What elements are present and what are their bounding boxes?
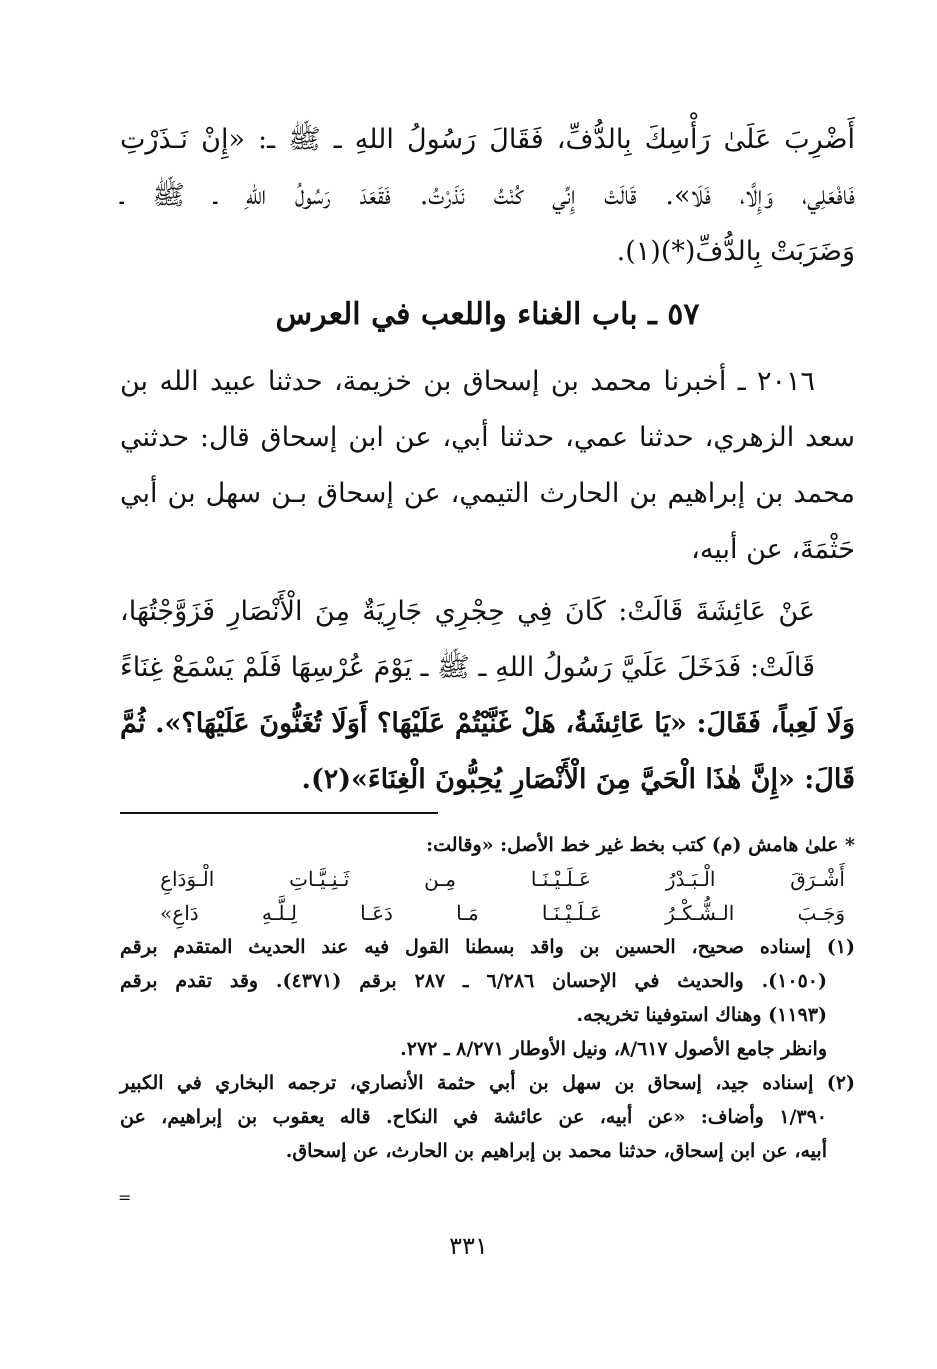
footnote-line: (١) إسناده صحيح، الحسين بن واقد بسطنا القول فيه عند الحديث المتقدم برقم — [120, 936, 855, 958]
continuation-mark: = — [118, 1188, 132, 1207]
footnote-separator — [120, 812, 438, 814]
footnote-line: (٢) إسناده جيد، إسحاق بن سهل بن أبي حثمة الأنصاري، ترجمه البخاري في الكبير — [120, 1072, 855, 1094]
footnote-star: * علىٰ هامش (م) كتب بخط غير خط الأصل: «وقالت: — [426, 834, 855, 856]
footnote-line: (١١٩٣) وهناك استوفينا تخريجه. — [576, 1004, 827, 1026]
text-line: سعد الزهري، حدثنا عمي، حدثنا أبي، عن ابن إسحاق قال: حدثني — [120, 422, 855, 453]
verse-word: مَـا — [456, 901, 479, 925]
verse-word: دَعَـا — [360, 901, 393, 925]
text-line: قَالَتْ: فَدَخَلَ عَلَيَّ رَسُولُ اللهِ ـ ﷺ ـ يَوْمَ عُرْسِهَا فَلَمْ يَسْمَعْ غِنَاءً — [120, 652, 815, 683]
text-line: وَضَرَبَتْ بِالدُّفِّ(*)(١). — [616, 236, 855, 267]
page-number: ٣٣١ — [449, 1232, 488, 1260]
footnote-1 — [120, 930, 855, 1066]
text-line: فَافْعَلِي، وَإِلَّا، فَلَا». قَالَتْ إِنِّي كُنْتُ نَذَرْتُ. فَقَعَدَ رَسُولُ اللهِ ـ ﷺ ـ — [120, 180, 855, 211]
footnote-line: وانظر جامع الأصول ٨/٦١٧، ونيل الأوطار ٨/٢٧١ ـ ٢٧٢. — [400, 1038, 827, 1060]
text-line: محمد بن إبراهيم بن الحارث التيمي، عن إسحاق بـن سهل بن أبي — [120, 478, 855, 509]
text-line: وَلَا لَعِباً، فَقَالَ: «يَا عَائِشَةُ، هَلْ غَنَّيْتُمْ عَلَيْهَا؟ أَوَلَا تُغَنُّونَ عَلَيْهَا؟». ثُمَّ — [120, 708, 855, 739]
verse-word: دَاعِ» — [160, 901, 199, 925]
footnotes — [120, 828, 855, 1168]
text-line: ٢٠١٦ ـ أخبرنا محمد بن إسحاق بن خزيمة، حدثنا عبيد الله بن — [120, 366, 815, 397]
page-body — [120, 112, 855, 1162]
opening-paragraph — [120, 112, 855, 280]
verse-word: الْـبَـدْرُ — [665, 867, 716, 891]
verse-word: وَجَـبَ — [797, 901, 845, 925]
verse-word: أَشْـرَقَ — [790, 867, 845, 891]
text-line: أَضْرِبَ عَلَىٰ رَأْسِكَ بِالدُّفِّ، فَقَالَ رَسُولُ اللهِ ـ ﷺ ـ: «إِنْ نَـذَرْتِ — [120, 124, 855, 155]
verse-word: عَـلَـيْـنَـا — [541, 901, 603, 925]
verse-word: مِـن — [424, 867, 456, 891]
matn-paragraph — [120, 584, 855, 808]
verse-word: لِـلَّـهِ — [261, 901, 297, 925]
text-line: قَالَ: «إِنَّ هٰذَا الْحَيَّ مِنَ الْأَنْصَارِ يُحِبُّونَ الْغِنَاءَ»(٢). — [301, 764, 855, 795]
verse-word: الْـوَدَاعِ — [160, 867, 215, 891]
footnote-line: أبيه، عن ابن إسحاق، حدثنا محمد بن إبراهيم بن الحارث، عن إسحاق. — [285, 1140, 827, 1162]
verse-line-2 — [120, 896, 855, 930]
footnote-line: ١/٣٩٠ وأضاف: «عن أبيه، عن عائشة في النكاح. قاله يعقوب بن إبراهيم، عن — [120, 1106, 827, 1128]
verse-word: الـشُّـكْـرُ — [665, 901, 735, 925]
verse-line-1 — [120, 862, 855, 896]
footnote-2 — [120, 1066, 855, 1168]
isnad-paragraph — [120, 354, 855, 578]
verse-word: عَـلَـيْـنَـا — [530, 867, 591, 891]
footnote-line: (١٠٥٠). والحديث في الإحسان ٦/٢٨٦ ـ ٢٨٧ برقم (٤٣٧١). وقد تقدم برقم — [120, 970, 827, 992]
text-line: عَنْ عَائِشَةَ قَالَتْ: كَانَ فِي حِجْرِي جَارِيَةٌ مِنَ الْأَنْصَارِ فَزَوَّجْتُهَا، — [120, 596, 815, 627]
text-line: حَثْمَةَ، عن أبيه، — [691, 534, 855, 565]
verse-word: ثَـنِـيَّـاتِ — [289, 867, 350, 891]
chapter-heading: ٥٧ ـ باب الغناء واللعب في العرس — [275, 297, 700, 332]
